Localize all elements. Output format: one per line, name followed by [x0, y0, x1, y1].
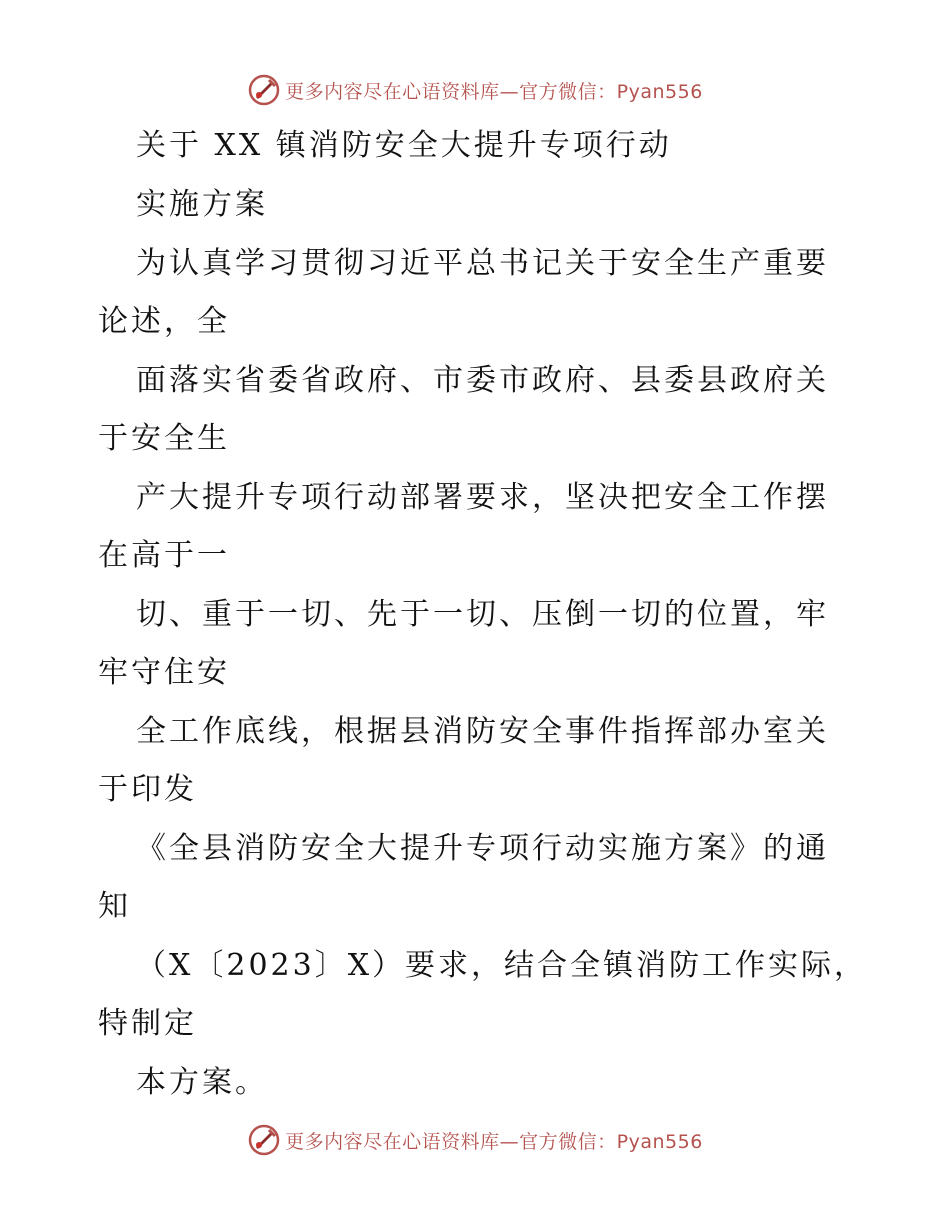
paragraph-line: 牢守住安 — [98, 655, 230, 690]
paragraph-line: 于安全生 — [98, 421, 230, 456]
header-watermark — [0, 70, 950, 110]
paragraph-line: 为认真学习贯彻习近平总书记关于安全生产重要 — [136, 246, 829, 281]
paragraph-line: （X〔2023〕X）要求，结合全镇消防工作实际， — [136, 948, 868, 983]
doc-title-line-1: 关于 XX 镇消防安全大提升专项行动 — [136, 128, 672, 163]
paragraph-line: 知 — [98, 889, 131, 924]
paragraph-line: 论述，全 — [98, 304, 230, 339]
paragraph-line: 在高于一 — [98, 538, 230, 573]
quill-logo-icon — [247, 1123, 281, 1157]
paragraph-line: 切、重于一切、先于一切、压倒一切的位置，牢 — [136, 597, 829, 632]
watermark-text: 更多内容尽在心语资料库—官方微信：Pyan556 — [285, 80, 703, 103]
watermark-text: 更多内容尽在心语资料库—官方微信：Pyan556 — [285, 1130, 703, 1153]
paragraph-line: 面落实省委省政府、市委市政府、县委县政府关 — [136, 363, 829, 398]
paragraph-line: 特制定 — [98, 1006, 197, 1041]
doc-title-line-2: 实施方案 — [136, 187, 268, 222]
quill-logo-icon — [247, 73, 281, 107]
footer-watermark — [0, 1120, 950, 1160]
paragraph-line: 《全县消防安全大提升专项行动实施方案》的通 — [136, 831, 829, 866]
paragraph-line: 本方案。 — [136, 1065, 268, 1100]
paragraph-line: 于印发 — [98, 772, 197, 807]
paragraph-line: 产大提升专项行动部署要求，坚决把安全工作摆 — [136, 480, 829, 515]
paragraph-line: 全工作底线，根据县消防安全事件指挥部办室关 — [136, 714, 829, 749]
